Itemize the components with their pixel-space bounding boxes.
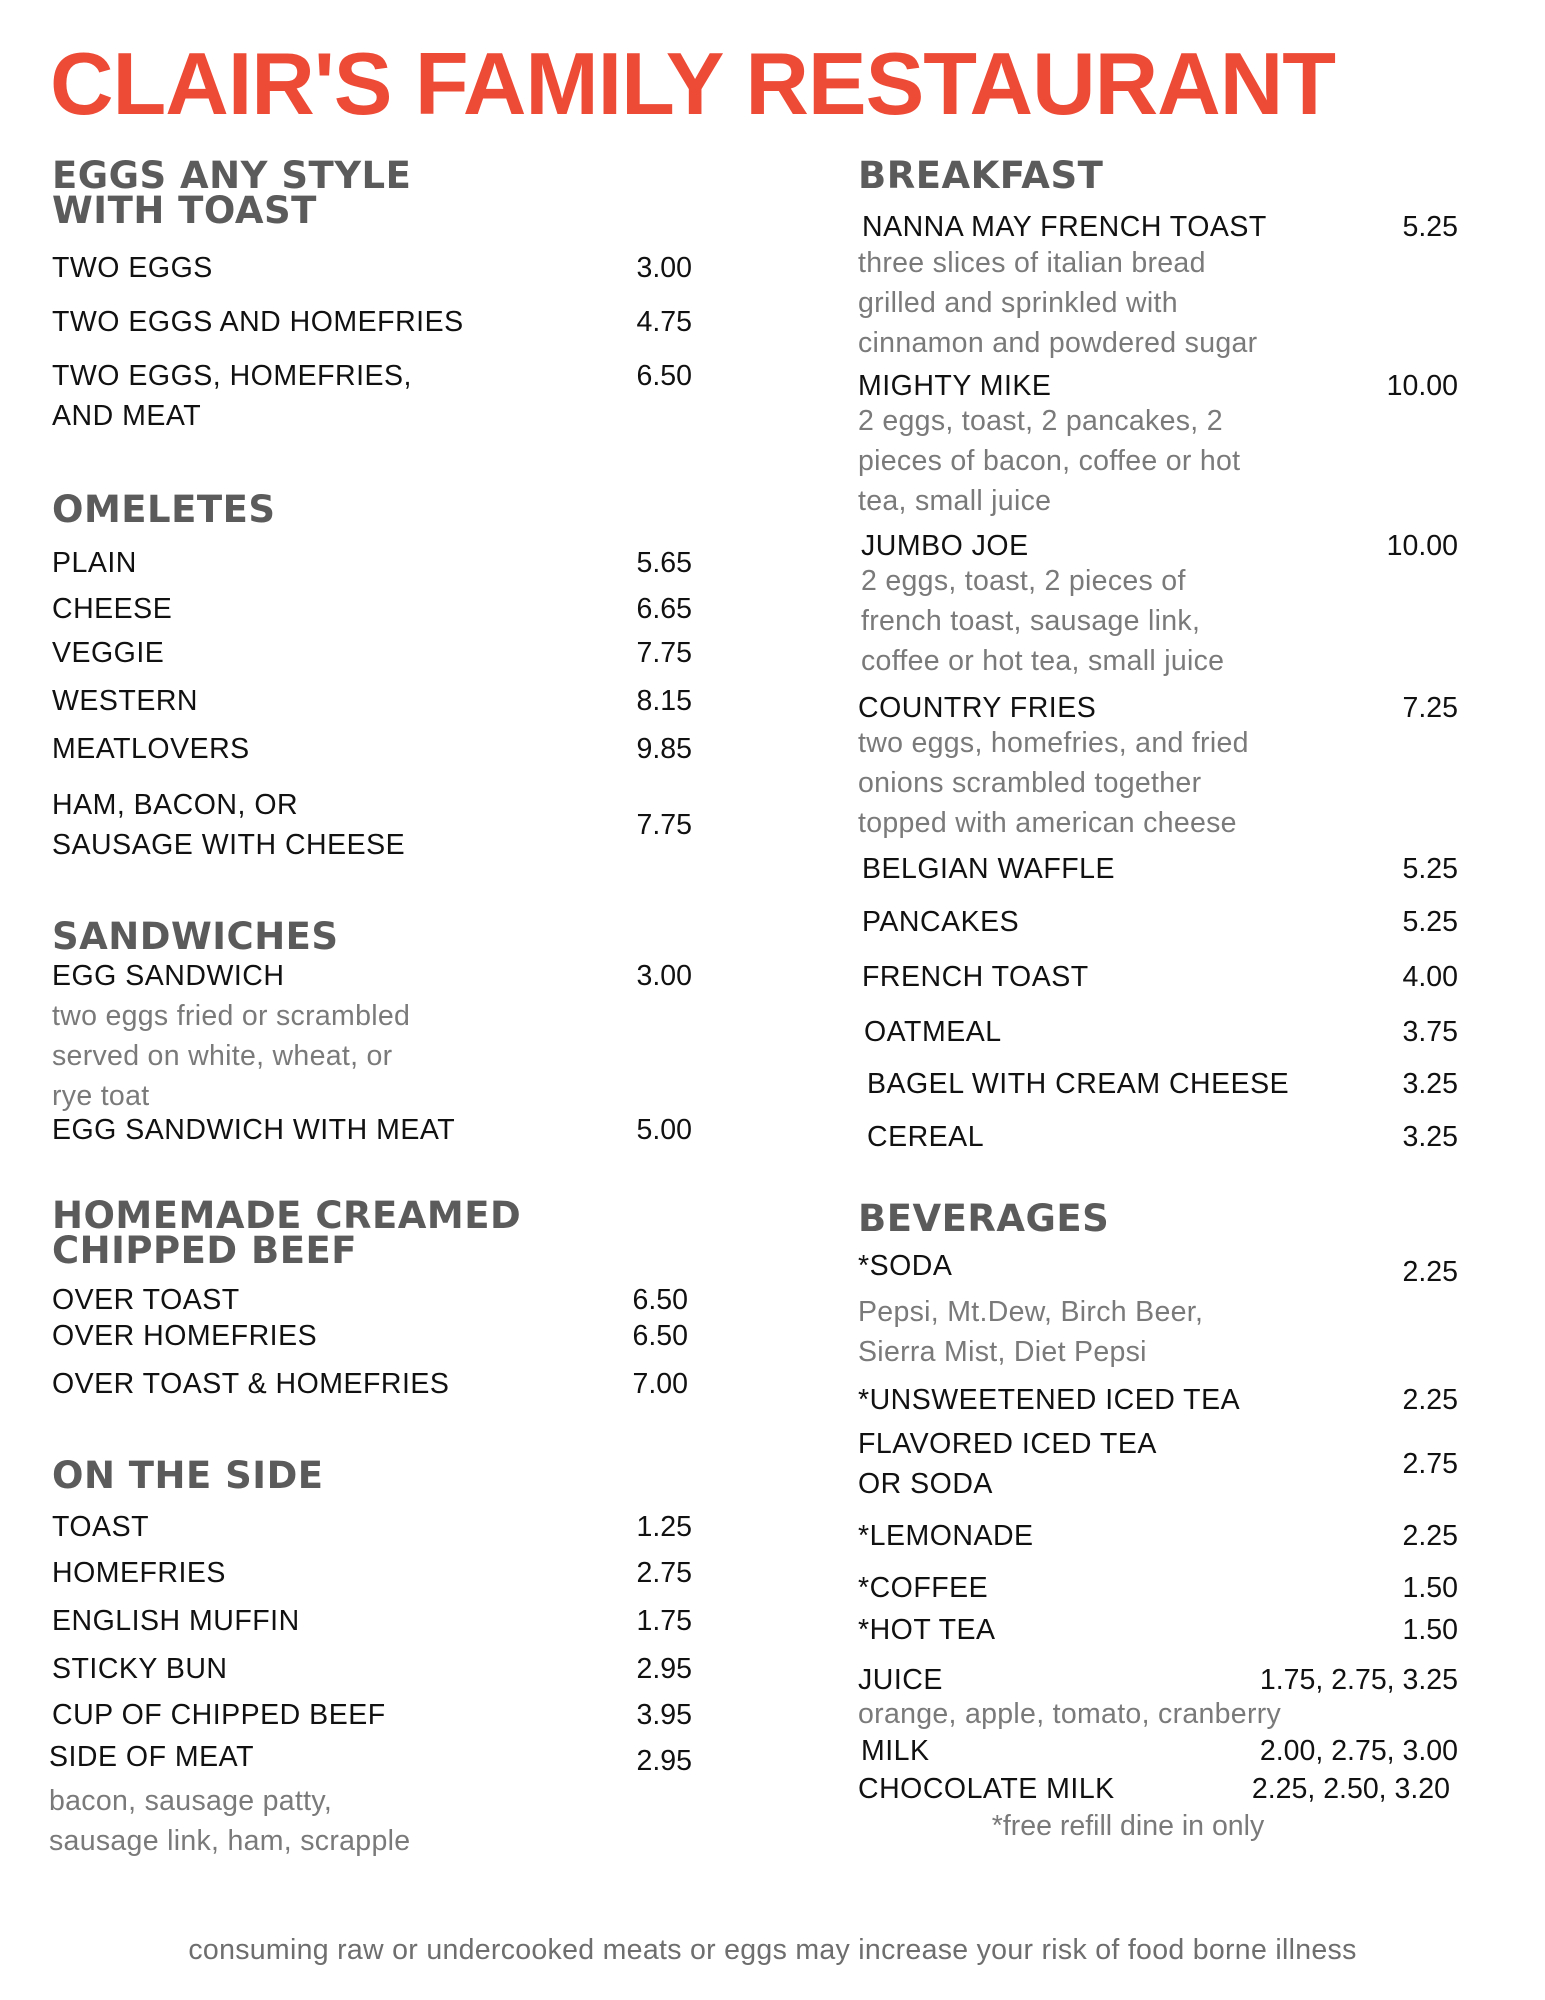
item-name: PANCAKES: [862, 906, 1020, 938]
section-omeletes: [52, 488, 692, 865]
item-price: 7.75: [636, 637, 692, 669]
item-price: 6.65: [636, 593, 692, 625]
menu-item: [858, 957, 1458, 997]
refill-note: *free refill dine in only: [991, 1810, 1265, 1842]
section-eggs-any-style: [52, 154, 692, 436]
item-description: 2 eggs, toast, 2 pancakes, 2 pieces of bacon, coffee or hot tea, small juice: [858, 405, 1241, 517]
item-name: TWO EGGS: [52, 252, 213, 284]
menu-item: [52, 633, 692, 673]
item-name: FRENCH TOAST: [862, 961, 1089, 993]
section-title: SANDWICHES: [52, 915, 339, 958]
menu-item: [52, 1553, 692, 1593]
item-price: 2.25: [1402, 1520, 1458, 1552]
menu-item: [858, 1012, 1458, 1052]
item-price: 1.50: [1402, 1614, 1458, 1646]
menu-item: [52, 543, 692, 583]
item-price: 7.00: [632, 1368, 688, 1400]
section-title: HOMEMADE CREAMED CHIPPED BEEF: [52, 1194, 522, 1272]
item-name: OVER HOMEFRIES: [52, 1320, 318, 1352]
item-price: 2.25, 2.50, 3.20: [1251, 1773, 1450, 1805]
item-name: TOAST: [52, 1511, 149, 1543]
section-title: BREAKFAST: [858, 154, 1104, 197]
menu-item: [52, 1364, 692, 1404]
item-description: orange, apple, tomato, cranberry: [858, 1698, 1282, 1730]
item-price: 7.25: [1402, 692, 1458, 724]
item-name: HOMEFRIES: [52, 1557, 226, 1589]
menu-item: [858, 1732, 1458, 1770]
left-column: [49, 154, 692, 1861]
item-price: 4.00: [1402, 961, 1458, 993]
restaurant-title: CLAIR'S FAMILY RESTAURANT: [50, 34, 1336, 133]
item-price: 6.50: [632, 1284, 688, 1316]
menu-item: [858, 902, 1458, 942]
menu-item: [49, 1741, 692, 1781]
item-price: 10.00: [1386, 530, 1458, 562]
item-price: 5.00: [636, 1114, 692, 1146]
menu-item: [52, 956, 692, 996]
menu-item: [52, 785, 692, 865]
item-name: MEATLOVERS: [52, 733, 250, 765]
menu-item: [52, 589, 692, 629]
section-title: OMELETES: [52, 488, 276, 531]
item-price: 3.75: [1402, 1016, 1458, 1048]
item-name: CUP OF CHIPPED BEEF: [52, 1699, 386, 1731]
menu-item: [52, 356, 692, 436]
item-name: HAM, BACON, OR SAUSAGE WITH CHEESE: [52, 789, 406, 861]
item-price: 10.00: [1386, 370, 1458, 402]
item-name: JUICE: [858, 1664, 943, 1696]
item-name: MIGHTY MIKE: [858, 370, 1052, 402]
item-price: 5.65: [636, 547, 692, 579]
item-name: TWO EGGS, HOMEFRIES, AND MEAT: [52, 360, 412, 432]
item-description: 2 eggs, toast, 2 pieces of french toast, sausage link, coffee or hot tea, small juice: [861, 565, 1225, 677]
menu-item: [52, 1316, 692, 1356]
menu-item: [52, 302, 692, 342]
menu-item: [52, 1695, 692, 1735]
item-price: 8.15: [636, 685, 692, 717]
item-name: CHOCOLATE MILK: [858, 1773, 1115, 1805]
menu-item: [858, 693, 1458, 723]
item-name: WESTERN: [52, 685, 198, 717]
section-title: EGGS ANY STYLE WITH TOAST: [52, 154, 412, 232]
item-price: 5.25: [1402, 906, 1458, 938]
item-price: 3.25: [1402, 1121, 1458, 1153]
item-name: COUNTRY FRIES: [858, 692, 1097, 724]
item-price: 3.00: [636, 252, 692, 284]
menu-item: [52, 681, 692, 721]
item-price: 5.25: [1402, 211, 1458, 243]
item-name: JUMBO JOE: [861, 530, 1029, 562]
item-price: 2.75: [636, 1557, 692, 1589]
menu-item: [858, 1610, 1458, 1650]
menu-item: [858, 849, 1458, 889]
item-price: 2.25: [1402, 1384, 1458, 1416]
item-price: 4.75: [636, 306, 692, 338]
item-name: BAGEL WITH CREAM CHEESE: [867, 1068, 1290, 1100]
menu-item: [52, 1110, 692, 1150]
menu-item: [858, 1568, 1458, 1608]
menu-item: [52, 1649, 692, 1689]
item-price: 9.85: [636, 733, 692, 765]
menu-item: [858, 1380, 1458, 1420]
section-title: BEVERAGES: [858, 1197, 1110, 1240]
menu-item: [858, 531, 1458, 561]
item-price: 6.50: [632, 1320, 688, 1352]
item-name: BELGIAN WAFFLE: [862, 853, 1115, 885]
item-name: OVER TOAST: [52, 1284, 240, 1316]
menu-item: [858, 1064, 1458, 1104]
item-description: two eggs fried or scrambled served on white, wheat, or rye toat: [52, 1000, 411, 1112]
menu-item: [52, 1601, 692, 1641]
item-price: 3.25: [1402, 1068, 1458, 1100]
item-name: EGG SANDWICH WITH MEAT: [52, 1114, 456, 1146]
section-breakfast: [858, 154, 1458, 1157]
item-name: CHEESE: [52, 593, 173, 625]
item-name: CEREAL: [867, 1121, 985, 1153]
item-price: 5.25: [1402, 853, 1458, 885]
item-name: MILK: [861, 1735, 930, 1767]
section-chipped-beef: [52, 1194, 692, 1404]
section-sandwiches: [52, 915, 692, 1150]
item-price: 2.95: [636, 1653, 692, 1685]
item-name: SIDE OF MEAT: [49, 1741, 254, 1773]
item-name: OATMEAL: [864, 1016, 1002, 1048]
item-price: 3.95: [636, 1699, 692, 1731]
menu-item: [858, 1516, 1458, 1556]
item-name: PLAIN: [52, 547, 137, 579]
section-beverages: [858, 1197, 1458, 1844]
item-name: VEGGIE: [52, 637, 165, 669]
item-price: 2.00, 2.75, 3.00: [1259, 1735, 1458, 1767]
item-name: *HOT TEA: [858, 1614, 996, 1646]
item-price: 3.00: [636, 960, 692, 992]
item-name: *UNSWEETENED ICED TEA: [858, 1384, 1241, 1416]
item-name: TWO EGGS AND HOMEFRIES: [52, 306, 464, 338]
item-price: 7.75: [636, 809, 692, 841]
menu-item: [52, 248, 692, 288]
menu-item: [858, 1248, 1458, 1292]
food-safety-disclaimer: consuming raw or undercooked meats or eggs may increase your risk of food borne illness: [188, 1934, 1357, 1966]
item-description: three slices of italian bread grilled and sprinkled with cinnamon and powdered sugar: [858, 247, 1258, 359]
right-column: [858, 154, 1458, 1844]
item-name: *SODA: [858, 1250, 953, 1282]
item-price: 1.75: [636, 1605, 692, 1637]
item-name: STICKY BUN: [52, 1653, 228, 1685]
item-description: Pepsi, Mt.Dew, Birch Beer, Sierra Mist, Diet Pepsi: [858, 1296, 1204, 1368]
item-name: *COFFEE: [858, 1572, 989, 1604]
item-price: 1.75, 2.75, 3.25: [1259, 1664, 1458, 1696]
menu-item: [858, 371, 1458, 401]
item-name: ENGLISH MUFFIN: [52, 1605, 300, 1637]
item-price: 2.95: [636, 1745, 692, 1777]
section-on-the-side: [49, 1454, 692, 1861]
item-name: OVER TOAST & HOMEFRIES: [52, 1368, 450, 1400]
menu-item: [858, 1770, 1458, 1808]
menu-item: [52, 729, 692, 769]
menu-item: [858, 1117, 1458, 1157]
item-description: two eggs, homefries, and fried onions scrambled together topped with american cheese: [858, 727, 1249, 839]
item-price: 2.25: [1402, 1256, 1458, 1288]
item-name: FLAVORED ICED TEA OR SODA: [858, 1428, 1157, 1500]
item-name: EGG SANDWICH: [52, 960, 285, 992]
item-description: bacon, sausage patty, sausage link, ham, scrapple: [49, 1785, 411, 1857]
item-price: 1.50: [1402, 1572, 1458, 1604]
item-price: 6.50: [636, 360, 692, 392]
menu-item: [52, 1280, 692, 1320]
menu-item: [858, 1664, 1458, 1696]
menu-item: [858, 211, 1458, 243]
item-name: NANNA MAY FRENCH TOAST: [862, 211, 1267, 243]
item-name: *LEMONADE: [858, 1520, 1034, 1552]
menu-item: [52, 1507, 692, 1547]
item-price: 1.25: [636, 1511, 692, 1543]
item-price: 2.75: [1402, 1448, 1458, 1480]
menu-item: [858, 1424, 1458, 1504]
section-title: ON THE SIDE: [52, 1454, 324, 1497]
